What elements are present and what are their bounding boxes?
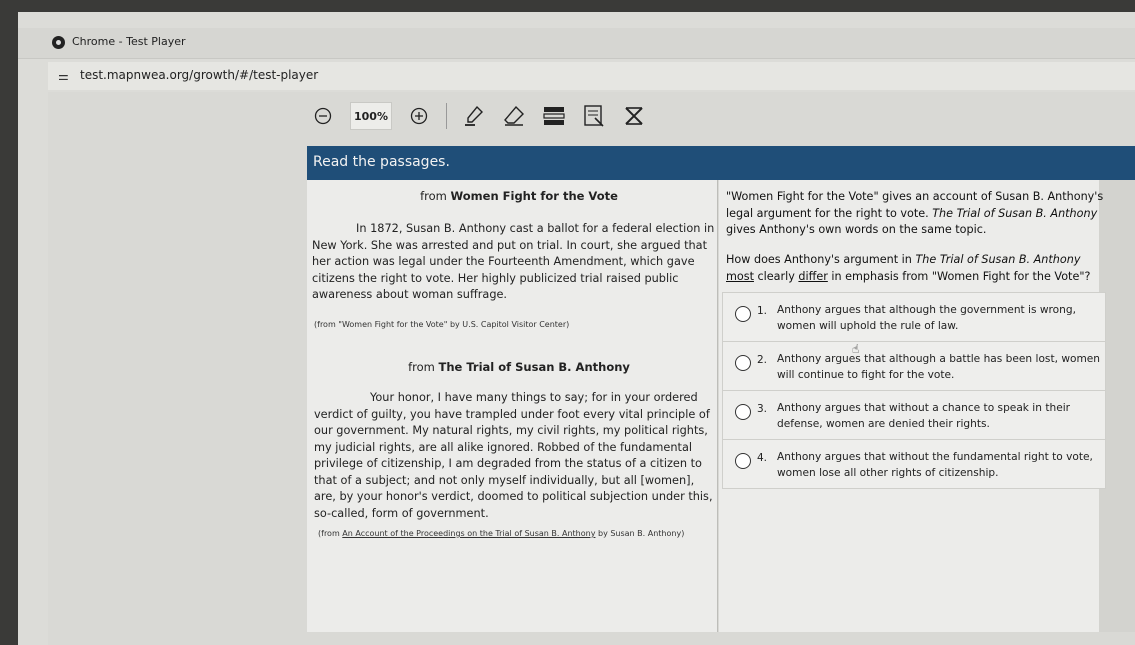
answer-option-2[interactable]: 2. Anthony argues that although a battle has been lost, women will continue to fight for the vote. [722, 341, 1106, 390]
line-reader-icon[interactable] [541, 103, 567, 129]
radio-button[interactable] [735, 355, 751, 371]
highlighter-icon[interactable] [461, 103, 487, 129]
zoom-level: 100% [350, 102, 392, 130]
minus-circle-icon[interactable] [310, 103, 336, 129]
instruction-text: Read the passages. [313, 154, 450, 170]
answer-option-4[interactable]: 4. Anthony argues that without the fundamental right to vote, women lose all other rights of citizenship. [722, 439, 1106, 489]
test-toolbar [310, 100, 647, 132]
question-stem: How does Anthony's argument in The Trial of Susan B. Anthony most clearly differ in emphasis from "Women Fight for the Vote"? [726, 253, 1091, 283]
passage1-body: In 1872, Susan B. Anthony cast a ballot for a federal election in New York. She was arrested and put on trial. In court, she argued that her action was legal under the Fourteenth Amendment, which gave citizens the right to vote. Her highly publicized trial raised public awareness about woman suffrage. [312, 222, 715, 301]
passage1-citation: (from "Women Fight for the Vote" by U.S. Capitol Visitor Center) [314, 320, 570, 329]
answer-eliminator-icon[interactable] [621, 103, 647, 129]
address-bar[interactable] [48, 62, 1135, 90]
radio-button[interactable] [735, 453, 751, 469]
plus-circle-icon[interactable] [406, 103, 432, 129]
answer-options [722, 292, 1106, 489]
passage2-citation: (from An Account of the Proceedings on the Trial of Susan B. Anthony by Susan B. Anthony) [318, 529, 685, 538]
site-settings-icon[interactable]: ⚌ [58, 69, 69, 83]
radio-button[interactable] [735, 306, 751, 322]
instruction-header [307, 146, 1135, 180]
answer-option-3[interactable]: 3. Anthony argues that without a chance to speak in their defense, women are denied their rights. [722, 390, 1106, 439]
passage2-body: Your honor, I have many things to say; for in your ordered verdict of guilty, you have trampled under foot every vital principle of our government. My natural rights, my civil rights, my political rights, my judicial rights, are all alike ignored. Robbed of the fundamental privilege of citizenship, I am degraded from the status of a citizen to that of a subject; and not only myself individually, but all [women], are, by your honor's verdict, doomed to political subjection under this, so-called, form of government. [314, 391, 713, 520]
toolbar-divider [446, 103, 447, 129]
window-title-bar [18, 28, 1135, 59]
passage1-title: from Women Fight for the Vote [420, 189, 618, 203]
notepad-icon[interactable] [581, 103, 607, 129]
hand-cursor-icon: ☝ [852, 342, 860, 356]
chrome-icon [52, 36, 65, 49]
question-intro: "Women Fight for the Vote" gives an account of Susan B. Anthony's legal argument for the right to vote. The Trial of Susan B. Anthony gives Anthony's own words on the same topic. [726, 190, 1104, 236]
eraser-icon[interactable] [501, 103, 527, 129]
radio-button[interactable] [735, 404, 751, 420]
url-text[interactable]: test.mapnwea.org/growth/#/test-player [80, 68, 319, 82]
window-title: Chrome - Test Player [72, 35, 186, 48]
passage2-title: from The Trial of Susan B. Anthony [408, 360, 630, 374]
answer-option-1[interactable]: 1. Anthony argues that although the government is wrong, women will uphold the rule of law. [722, 292, 1106, 341]
